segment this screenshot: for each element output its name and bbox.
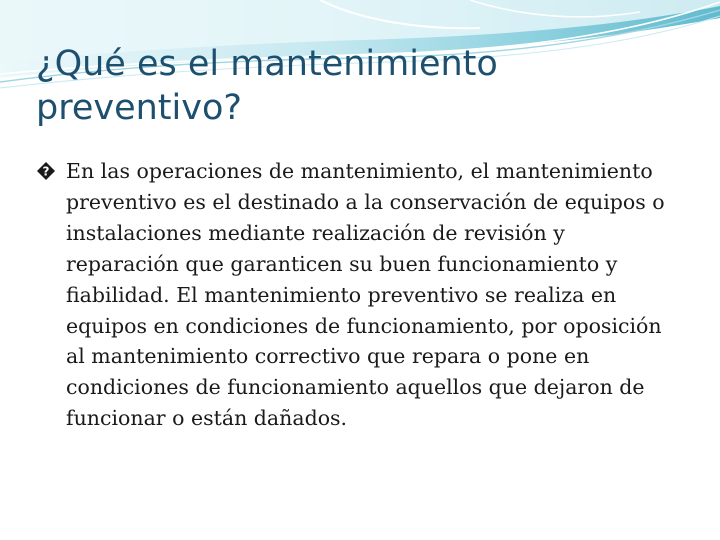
svg-text:?: ?	[42, 164, 50, 179]
paragraph-text: En las operaciones de mantenimiento, el mantenimiento preventivo es el destinado a la conservación de equipos o instalaciones mediante realización de revisión y reparación que garanticen su buen funcionamiento y fiabilidad. El mantenimiento preventivo se realiza en equipos en condiciones de funcionamiento, por oposición al mantenimiento correctivo que repara o pone en condiciones de funcionamiento aquellos que dejaron de funcionar o están dañados.	[66, 159, 665, 431]
slide-body	[36, 156, 676, 434]
bullet-paragraph	[36, 156, 676, 434]
replacement-character-icon	[36, 161, 56, 181]
slide-title: ¿Qué es el mantenimiento preventivo?	[36, 44, 498, 128]
